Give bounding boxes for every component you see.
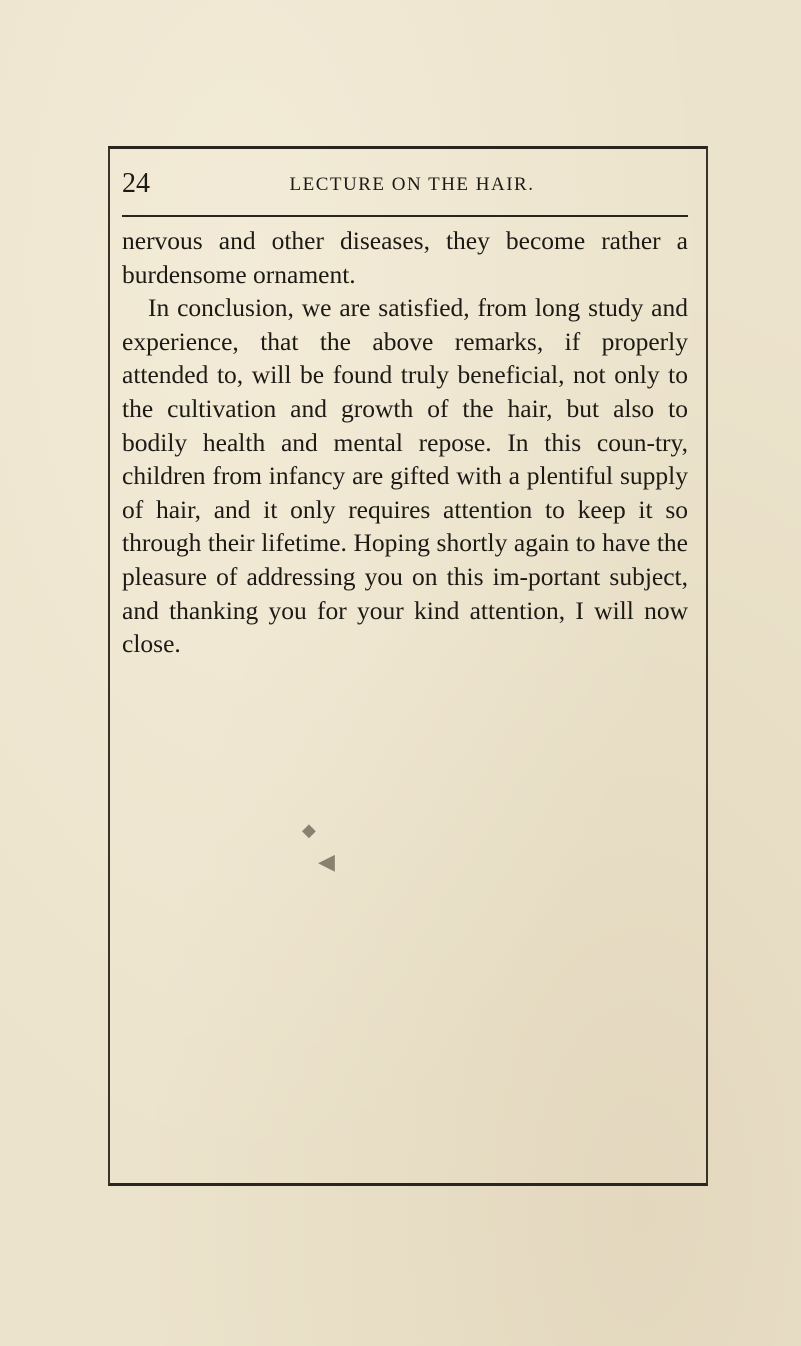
running-title: LECTURE ON THE HAIR.: [289, 174, 535, 195]
ink-smudge: ◆: [302, 820, 316, 841]
paragraph: nervous and other diseases, they become rather a burdensome ornament.: [122, 226, 688, 289]
ink-smudge: ◀: [318, 850, 335, 875]
paragraph: In conclusion, we are satisfied, from long study and experience, that the above remarks, if properly attended to, will be found truly beneficial, not only to the cultivation and growth of the hair, but also to bodily health and mental repose. In this coun-try, children from infancy are gifted with a plentiful supply of hair, and it only requires attention to keep it so through their lifetime. Hoping shortly again to have the pleasure of addressing you on this im-portant subject, and thanking you for your kind attention, I will now close.: [122, 293, 688, 659]
header-rule: [122, 215, 688, 217]
page-number: 24: [122, 168, 150, 199]
running-head: [122, 168, 688, 200]
body-text: [122, 224, 688, 661]
